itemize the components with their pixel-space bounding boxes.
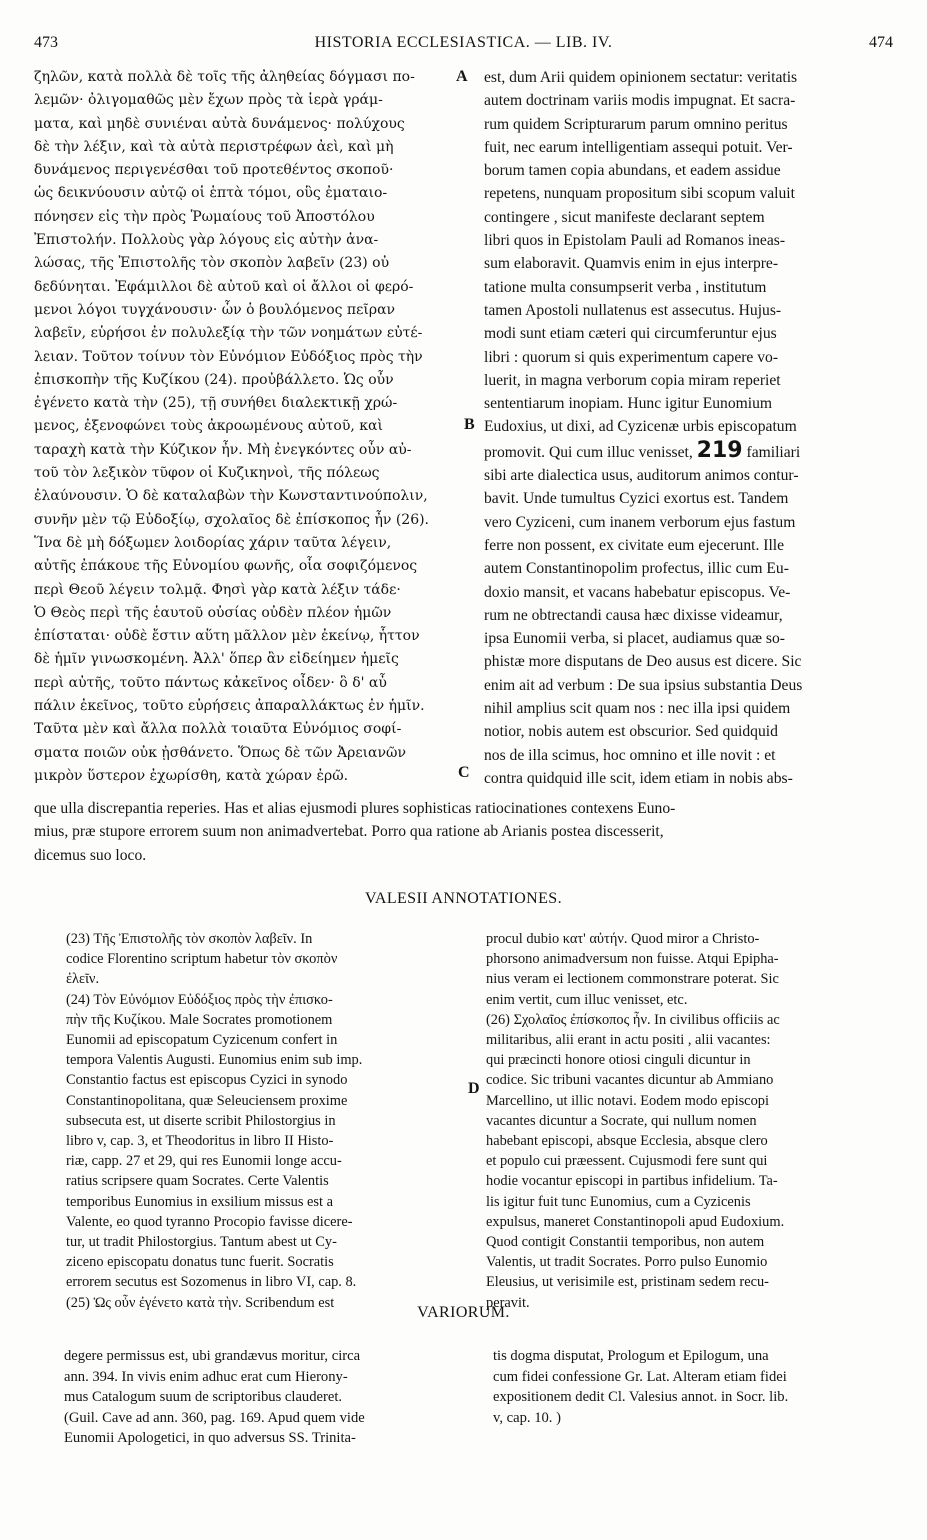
greek-text-line: ζηλῶν, κατὰ πολλὰ δὲ τοῖς τῆς ἀληθείας δόγμασι πο- (34, 69, 415, 85)
annotation-line: militaribus, alii erant in actu positi , alii vacantes: (486, 1032, 771, 1049)
latin-text-line: contra quidquid ille scit, idem etiam in nobis abs- (484, 769, 793, 787)
variorum-line: cum fidei confessione Gr. Lat. Alteram etiam fidei (493, 1368, 787, 1385)
latin-text-line: ferre non possent, ex civitate eum ejecerunt. Ille (484, 536, 785, 554)
latin-text-fragment: familiari (746, 443, 801, 461)
latin-text-line: borum tamen copia abundans, et eadem assidue (484, 162, 781, 180)
annotation-line: (25) Ὡς οὖν ἐγένετο κατὰ τὴν. Scribendum est (66, 1294, 335, 1311)
greek-text-line: Ταῦτα μὲν καὶ ἄλλα πολλὰ τοιαῦτα Εὐνόμιος σοφί- (34, 721, 402, 738)
greek-text-line: συνῆν μὲν τῷ Εὐδοξίῳ, σχολαῖος δὲ ἐπίσκοπος ἦν (26). (34, 511, 430, 528)
annotation-line: tempora Valentis Augusti. Eunomius enim sub imp. (66, 1052, 363, 1069)
latin-text-line: bavit. Unde tumultus Cyzici exortus est. Tandem (484, 490, 789, 508)
annotation-line: Eleusius, ut verisimile est, pristinam sedem recu- (486, 1274, 769, 1291)
page-number-right: 474 (869, 34, 893, 51)
annotation-line: nius veram ei lectionem commonstrare poterat. Sic (486, 971, 779, 988)
variorum-line: expositionem dedit Cl. Valesius annot. in Socr. lib. (493, 1389, 789, 1405)
variorum-line: v, cap. 10. ) (493, 1409, 561, 1426)
margin-letter-c: C (458, 764, 470, 781)
annotation-line: lis igitur fuit tunc Eunomius, cum a Cyzicenis (486, 1193, 751, 1210)
greek-text-line: μικρὸν ὕστερον ἐχωρίσθη, κατὰ χώραν ἐρῶ. (34, 767, 349, 784)
latin-text-line: libri : quorum si quis experimentum capere vo- (484, 348, 779, 366)
latin-text-line: tatione multa consumpserit verba , institutum (484, 278, 767, 296)
annotation-line: enim vertit, cum illuc venisset, etc. (486, 991, 688, 1008)
latin-text-line: fuit, nec earum intelligentiam assequi potuit. Ver- (484, 138, 793, 156)
latin-text-line: doxio mansit, et vacans habebatur episcopus. Ve- (484, 583, 791, 601)
latin-text-line: luerit, in magna verborum copia miram reperiet (484, 371, 781, 389)
greek-text-line: ἐπισκοπὴν τῆς Κυζίκου (24). προὐβάλλετο. Ὡς οὖν (34, 371, 394, 388)
greek-text-line: ἐπίσταται· οὐδὲ ἔστιν αὕτη μᾶλλον μὲν ἐκείνῳ, ἧττον (34, 628, 420, 645)
greek-text-line: ἐλαύνουσιν. Ὁ δὲ καταλαβὼν τὴν Κωνσταντινούπολιν, (34, 488, 428, 505)
annotation-line: Constantio factus est episcopus Cyzici in synodo (66, 1072, 348, 1089)
annotation-line: subsecuta est, ut diserte scribit Philostorgius in (66, 1112, 336, 1129)
variorum-line: degere permissus est, ubi grandævus moritur, circa (64, 1348, 361, 1364)
latin-text-line: nos de illa scimus, hoc omnino et ille novit : et (484, 746, 776, 764)
greek-text-line: πάλιν ἐκεῖνος, τοῦτο εὑρήσεις ἀπαραλλάκτως ἐν ἡμῖν. (34, 698, 425, 715)
latin-text-line: promovit. Qui cum illuc venisset, 219 familiari (484, 438, 801, 463)
greek-text-line: Ἐπιστολήν. Πολλοὺς γὰρ λόγους εἰς αὐτὴν ἀνα- (34, 232, 379, 249)
variorum-line: (Guil. Cave ad ann. 360, pag. 169. Apud quem vide (64, 1409, 365, 1426)
annotation-line: ziceno episcopatu donatus tunc fuerit. Socratis (66, 1254, 334, 1271)
greek-text-line: ταραχὴ κατὰ τὴν Κύζικον ἦν. Μὴ ἐνεγκόντες οὖν αὐ- (34, 441, 412, 458)
latin-text-line: vero Cyziceni, cum inanem verborum ejus fastum (484, 513, 796, 531)
variorum-line: tis dogma disputat, Prologum et Epilogum, una (493, 1348, 769, 1364)
annotation-line: (24) Τὸν Εὐνόμιον Εὐδόξιος πρὸς τὴν ἐπισκο- (66, 991, 333, 1008)
annotation-line: expulsus, maneret Constantinopoli apud Eudoxium. (486, 1213, 785, 1230)
annotation-line: procul dubio κατ' αὐτήν. Quod miror a Christo- (486, 931, 760, 947)
greek-text-line: Ὁ Θεὸς περὶ τῆς ἑαυτοῦ οὐσίας οὐδὲν πλέον ἡμῶν (34, 604, 392, 621)
latin-text-column (484, 66, 889, 790)
greek-text-line: σματα ποιῶν οὐκ ᾐσθάνετο. Ὅπως δὲ τῶν Ἀρειανῶν (34, 744, 406, 761)
greek-text-line: δεδύνηται. Ἐφάμιλλοι δὲ αὐτοῦ καὶ οἱ ἄλλοι οἱ φερό- (34, 278, 414, 295)
latin-continuation (34, 797, 891, 867)
greek-text-line: περὶ Θεοῦ λέγειν τολμᾷ. Φησὶ γὰρ κατὰ λέξιν τάδε· (34, 581, 401, 598)
annotation-line: libro v, cap. 3, et Theodoritus in libro II Histo- (66, 1133, 334, 1150)
annotation-line: hodie vocantur episcopi in partibus infidelium. Ta- (486, 1173, 778, 1190)
latin-text-line: phistæ more disputans de Deo ausus est dicere. Sic (484, 653, 802, 671)
latin-text-line: autem doctrinam variis modis impugnat. Et sacra- (484, 92, 796, 110)
margin-letter-a: A (456, 68, 468, 85)
annotation-line: Marcellino, ut illic notavi. Eodem modo episcopi (486, 1092, 769, 1109)
annotation-line: (23) Τῆς Ἐπιστολῆς τὸν σκοπὸν λαβεῖν. In (66, 931, 313, 947)
annotations-heading: VALESII ANNOTATIONES. (364, 890, 563, 907)
variorum-heading: VARIORUM. (417, 1304, 510, 1321)
running-title: HISTORIA ECCLESIASTICA. — LIB. IV. (314, 34, 613, 51)
annotation-line: Valente, eo quod tyranno Procopio favisse dicere- (66, 1213, 353, 1230)
latin-text-line: sum elaboravit. Quamvis enim in ejus interpre- (484, 255, 779, 273)
annotation-line: ἐλεῖν. (66, 971, 100, 988)
variorum-line: mus Catalogum suum de scriptoribus clauderet. (64, 1389, 343, 1405)
greek-text-line: λώσας, τῆς Ἐπιστολῆς τὸν σκοπὸν λαβεῖν (23) οὐ (34, 255, 390, 272)
variorum-right-column (493, 1346, 901, 1428)
latin-text-line: rum ne obtrectandi causa hæc dixisse videamur, (484, 606, 783, 624)
latin-text-line: sententiarum inopiam. Hunc igitur Eunomium (484, 395, 773, 413)
annotation-line: codice. Sic tribuni vacantes dicuntur ab Ammiano (486, 1072, 774, 1089)
annotation-line: codice Florentino scriptum habetur τὸν σκοπὸν (66, 951, 338, 968)
latin-text-line: sibi arte dialectica usus, auditorum animos contur- (484, 467, 799, 485)
annotations-left-column (66, 929, 470, 1313)
latin-text-line: tamen Apostoli nullatenus est assecutus. Hujus- (484, 301, 782, 319)
latin-text-line: autem Constantinopolim profectus, illic cum Eu- (484, 560, 789, 578)
annotation-line: Eunomii ad episcopatum Cyzicenum confert in (66, 1032, 338, 1049)
page-number-left: 473 (34, 34, 58, 51)
annotation-line: Constantinopolitana, quæ Seleuciensem proxime (66, 1092, 348, 1109)
variorum-line: Eunomii Apologetici, in quo adversus SS. Trinita- (64, 1430, 356, 1446)
greek-text-line: δὲ τὴν λέξιν, καὶ τὰ αὐτὰ περιστρέφων ἀεὶ, καὶ μὴ (34, 138, 394, 155)
latin-text-line: modi sunt etiam cæteri qui circumferuntur ejus (484, 325, 777, 343)
running-header (34, 34, 893, 58)
greek-text-line: Ἵνα δὲ μὴ δόξωμεν λοιδορίας χάριν ταῦτα λέγειν, (34, 534, 392, 551)
continuation-line: mius, præ stupore errorem suum non animadvertebat. Porro qua ratione ab Arianis postea discesserit, (34, 823, 664, 841)
greek-text-line: ὡς δεικνύουσιν αὐτῷ οἱ ἑπτὰ τόμοι, οὓς ἐματαιο- (34, 185, 388, 202)
latin-text-line: est, dum Arii quidem opinionem sectatur: veritatis (484, 69, 798, 86)
annotation-line: Valentis, ut tradit Socrates. Porro pulso Eunomio (486, 1254, 768, 1271)
latin-text-line: ipsa Eunomii verba, si placet, audiamus quæ so- (484, 630, 785, 648)
annotations-right-column (486, 929, 892, 1313)
greek-text-line: λεμῶν· ὀλιγομαθῶς μὲν ἔχων πρὸς τὰ ἱερὰ γράμ- (34, 92, 383, 109)
annotation-line: peravit. (486, 1294, 530, 1311)
greek-text-line: ματα, καὶ μηδὲ συνιέναι αὐτὰ δυνάμενος· πολύχους (34, 115, 405, 132)
annotation-line: et populo cui præessent. Cujusmodi fere sunt qui (486, 1153, 768, 1170)
annotation-line: phorsono animadversum non fuisse. Atqui Epipha- (486, 951, 779, 968)
latin-text-line: contingere , sicut manifeste declarant septem (484, 208, 765, 226)
continuation-line: que ulla discrepantia reperies. Has et alias ejusmodi plures sophisticas ratiocinationes contexens Euno- (34, 800, 676, 817)
greek-text-line: δὲ ἡμῖν γινωσκομένη. Ἀλλ' ὅπερ ἂν εἰδείημεν ἡμεῖς (34, 651, 399, 668)
edition-page-number: 219 (696, 438, 743, 463)
latin-text-line: nihil amplius scit quam nos : nec illa ipsi quidem (484, 700, 791, 718)
annotation-line: vacantes dicuntur a Socrate, qui nullum nomen (486, 1112, 757, 1129)
latin-text-line: notior, nobis autem est obscurior. Sed quidquid (484, 723, 778, 741)
annotation-line: riæ, capp. 27 et 29, qui res Eunomii longe accu- (66, 1153, 342, 1170)
variorum-line: ann. 394. In vivis enim adhuc erat cum Hierony- (64, 1368, 348, 1385)
margin-letter-d: D (468, 1080, 480, 1097)
greek-text-line: αὐτῆς ἐπάκουε τῆς Εὐνομίου φωνῆς, οἷα σοφιζόμενος (34, 558, 418, 575)
annotation-line: (26) Σχολαῖος ἐπίσκοπος ἦν. In civilibus officiis ac (486, 1011, 780, 1028)
margin-letter-b: B (464, 416, 475, 433)
greek-text-line: τοῦ τὸν λεξικὸν τῦφον οἱ Κυζικηνοὶ, τῆς πόλεως (34, 465, 380, 482)
annotation-line: temporibus Eunomius in exsilium missus est a (66, 1193, 334, 1210)
greek-text-line: μενος, ἐξενοφώνει τοὺς ἀκροωμένους αὐτοῦ, καὶ (34, 418, 383, 435)
annotation-line: πὴν τῆς Κυζίκου. Male Socrates promotionem (66, 1011, 333, 1028)
annotation-line: habebant episcopi, absque Ecclesia, absque clero (486, 1133, 768, 1150)
greek-text-line: περὶ αὐτῆς, τοῦτο πάντως κἀκεῖνος οἶδεν· ὃ δ' αὖ (34, 674, 387, 691)
latin-text-line: repetens, nunquam propositum sibi scopum valuit (484, 185, 795, 203)
greek-text-line: λειαν. Τοῦτον τοίνυν τὸν Εὐνόμιον Εὐδόξιος πρὸς τὴν (34, 348, 423, 365)
latin-text-line: Eudoxius, ut dixi, ad Cyzicenæ urbis episcopatum (484, 418, 797, 436)
latin-text-line: rum quidem Scripturarum parum omnino peritus (484, 115, 788, 133)
greek-text-column (34, 66, 450, 788)
greek-text-line: μενοι λόγοι τυγχάνουσιν· ὧν ὁ βουλόμενος πεῖραν (34, 301, 396, 318)
greek-text-line: λαβεῖν, εὑρήσοι ἐν πολυλεξίᾳ τὴν τῶν νοημάτων εὐτέ- (34, 325, 423, 342)
annotation-line: Quod contigit Constantii temporibus, non autem (486, 1234, 765, 1251)
annotation-line: tur, ut tradit Philostorgius. Tantum abest ut Cy- (66, 1234, 337, 1251)
continuation-line: dicemus suo loco. (34, 846, 147, 864)
annotation-line: qui præcincti honore otiosi cinguli dicuntur in (486, 1052, 751, 1069)
annotation-line: errorem secutus est Sozomenus in libro VI, cap. 8. (66, 1274, 357, 1291)
greek-text-line: δυνάμενος περιγενέσθαι τοῦ προτεθέντος σκοποῦ· (34, 162, 394, 179)
latin-text-line: libri quos in Epistolam Pauli ad Romanos ineas- (484, 232, 786, 250)
greek-text-line: πόνησεν εἰς τὴν πρὸς Ῥωμαίους τοῦ Ἀποστόλου (34, 208, 375, 225)
annotation-line: ratius scripsere quam Socrates. Certe Valentis (66, 1173, 329, 1190)
greek-text-line: ἐγένετο κατὰ τὴν (25), τῇ συνήθει διαλεκτικῇ χρώ- (34, 395, 398, 412)
latin-text-line: enim ait ad verbum : De sua ipsius substantia Deus (484, 676, 803, 694)
variorum-left-column (64, 1346, 472, 1449)
